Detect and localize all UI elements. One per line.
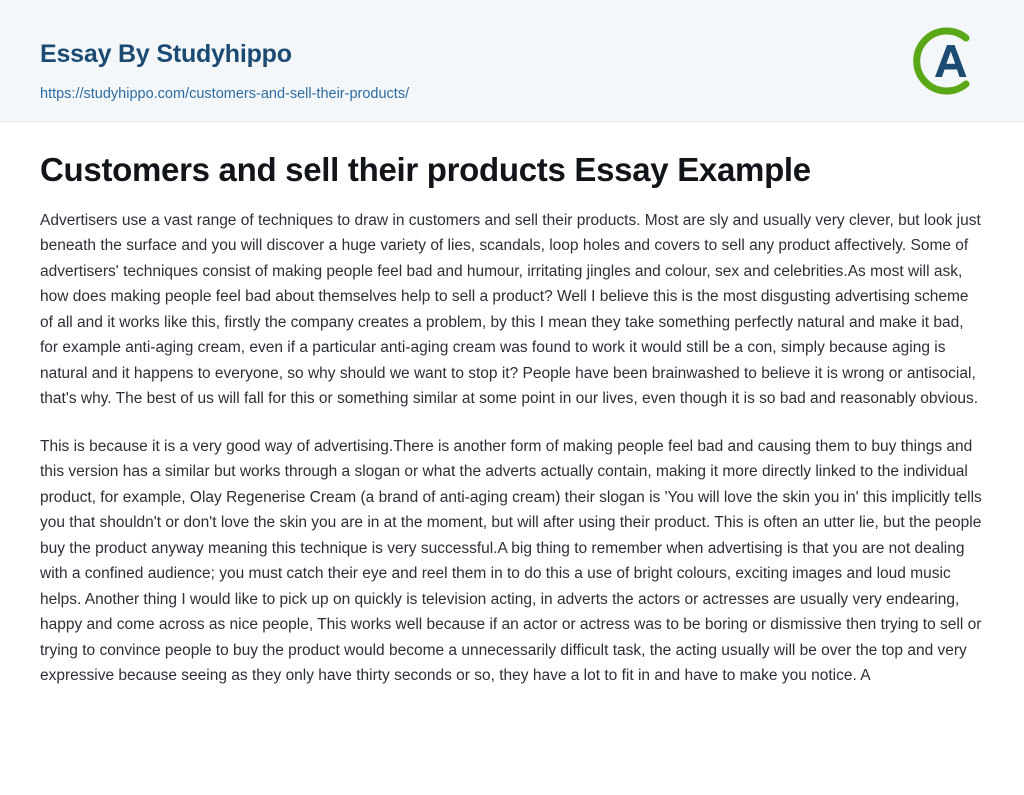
essay-paragraph: This is because it is a very good way of advertising.There is another form of making people feel bad and causing them to buy things and this version has a similar but works through a slogan or what the adverts actually contain, making it more directly linked to the individual product, for example, Olay Regenerise Cream (a brand of anti-aging cream) their slogan is 'You will love the skin you in' this implicitly tells you that shouldn't or don't love the skin you are in at the moment, but will after using their product. This is often an utter lie, but the people buy the product anyway meaning this technique is very successful.A big thing to remember when advertising is that you are not dealing with a confined audience; you must catch their eye and reel them in to do this a use of bright colours, exciting images and loud music helps. Another thing I would like to pick up on quickly is television acting, in adverts the actors or actresses are usually very endearing, happy and come across as nice people, This works well because if an actor or actress was to be boring or dismissive then trying to sell or trying to convince people to buy the product would become a unnecessarily difficult task, the acting usually will be over the top and very expressive because seeing as they only have thirty seconds or so, they have a lot to fit in and have to make you notice. A xyxy=(40,437,982,685)
essay-paragraph: Advertisers use a vast range of techniques to draw in customers and sell their products. Most are sly and usually very clever, but look just beneath the surface and you will discover a huge variety of lies, scandals, loop holes and covers to sell any product affectively. Some of advertisers' techniques consist of making people feel bad and humour, irritating jingles and colour, sex and celebrities.As most will ask, how does making people feel bad about themselves help to sell a product? Well I believe this is the most disgusting advertising scheme of all and it works like this, firstly the company creates a problem, by this I mean they take something perfectly natural and make it bad, for example anti-aging cream, even if a particular anti-aging cream was found to work it would still be a con, simply because aging is natural and it happens to everyone, so why should we want to stop it? People have been brainwashed to believe it is wrong or antisocial, that's why. The best of us will fall for this or something similar at some point in our lives, even though it is so bad and reasonably obvious. xyxy=(40,211,981,408)
source-url-link[interactable]: https://studyhippo.com/customers-and-sell-their-products/ xyxy=(40,86,410,102)
page-title: Customers and sell their products Essay Example xyxy=(40,151,811,188)
site-header xyxy=(0,0,1024,122)
brand-title: Essay By Studyhippo xyxy=(40,40,292,68)
studyhippo-a-logo-icon xyxy=(908,22,986,100)
essay-content xyxy=(0,122,1024,689)
